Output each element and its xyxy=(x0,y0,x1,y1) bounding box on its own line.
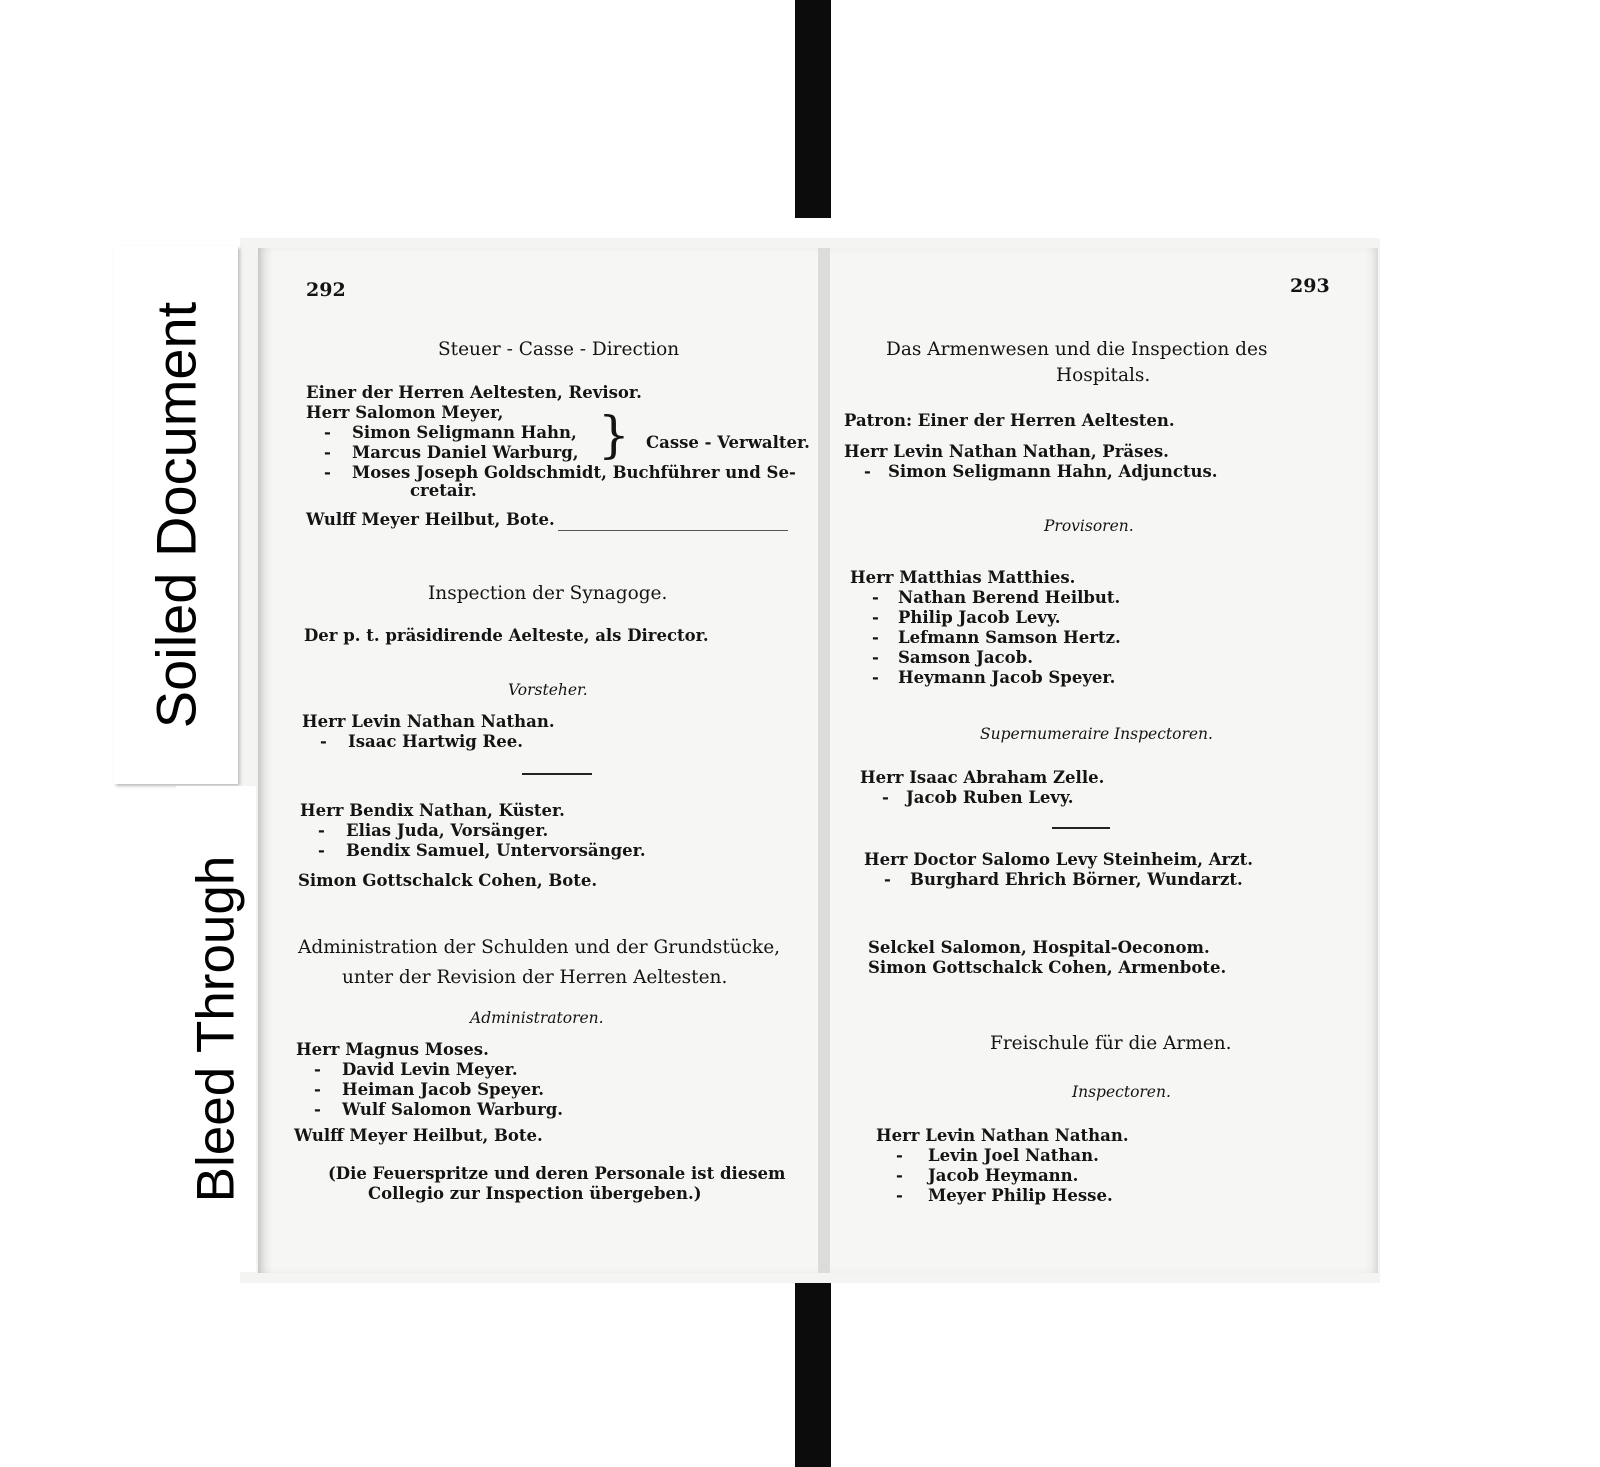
steuer-member: Moses Joseph Goldschmidt, Buchführer und Se- xyxy=(352,463,796,482)
steuer-bote: Wulff Meyer Heilbut, Bote. xyxy=(306,510,555,529)
dash: - xyxy=(318,821,325,840)
medical-item: Burghard Ehrich Börner, Wundarzt. xyxy=(910,870,1243,889)
provisor-item: Heymann Jacob Speyer. xyxy=(898,668,1116,687)
dash: - xyxy=(872,608,879,627)
vorsteher-heading: Vorsteher. xyxy=(508,681,588,699)
bleed-through-label-text: Bleed Through xyxy=(186,855,246,1203)
dash: - xyxy=(872,648,879,667)
dash: - xyxy=(882,788,889,807)
bleed-through-label xyxy=(176,786,256,1272)
page-number-left: 292 xyxy=(306,279,346,301)
provisoren-heading: Provisoren. xyxy=(1044,517,1134,535)
hospital-staff-item: Simon Gottschalck Cohen, Armenbote. xyxy=(868,958,1227,977)
dash: - xyxy=(896,1146,903,1165)
inspector-item: Herr Levin Nathan Nathan. xyxy=(876,1126,1129,1145)
armenwesen-subtitle: Hospitals. xyxy=(1056,365,1151,386)
steuer-member: Herr Salomon Meyer, xyxy=(306,403,504,422)
medical-item: Herr Doctor Salomo Levy Steinheim, Arzt. xyxy=(864,850,1253,869)
divider-line xyxy=(1052,827,1110,829)
armenwesen-title: Das Armenwesen und die Inspection des xyxy=(886,339,1268,360)
dash: - xyxy=(872,668,879,687)
dash: - xyxy=(324,463,331,482)
administration-subtitle: unter der Revision der Herren Aeltesten. xyxy=(342,967,728,988)
synagoge-title: Inspection der Synagoge. xyxy=(428,583,668,604)
page-number-right: 293 xyxy=(1290,275,1330,297)
dash: - xyxy=(896,1186,903,1205)
supernumeraire-item: Jacob Ruben Levy. xyxy=(906,788,1074,807)
inspector-item: Levin Joel Nathan. xyxy=(928,1146,1099,1165)
administrator-item: Heiman Jacob Speyer. xyxy=(342,1080,545,1099)
vorsteher-item: Herr Levin Nathan Nathan. xyxy=(302,712,555,731)
provisor-item: Nathan Berend Heilbut. xyxy=(898,588,1121,607)
inspectoren-heading: Inspectoren. xyxy=(1072,1083,1171,1101)
provisor-item: Philip Jacob Levy. xyxy=(898,608,1061,627)
dash: - xyxy=(872,588,879,607)
divider-line xyxy=(522,773,592,775)
provisor-item: Herr Matthias Matthies. xyxy=(850,568,1076,587)
dash: - xyxy=(896,1166,903,1185)
steuer-title: Steuer - Casse - Direction xyxy=(438,339,680,360)
steuer-member: Simon Seligmann Hahn, xyxy=(352,423,577,442)
dash: - xyxy=(314,1100,321,1119)
provisor-item: Lefmann Samson Hertz. xyxy=(898,628,1121,647)
dash: - xyxy=(324,443,331,462)
armenwesen-adjunctus: Simon Seligmann Hahn, Adjunctus. xyxy=(888,462,1218,481)
steuer-member-cont: cretair. xyxy=(410,481,477,500)
administration-note: (Die Feuerspritze und deren Personale ist diesem xyxy=(328,1164,786,1183)
synagoge-staff: Herr Bendix Nathan, Küster. xyxy=(300,801,565,820)
administrator-item: David Levin Meyer. xyxy=(342,1060,518,1079)
steuer-revisor: Einer der Herren Aeltesten, Revisor. xyxy=(306,383,642,402)
supernumeraire-heading: Supernumeraire Inspectoren. xyxy=(980,725,1213,743)
administrator-item: Wulf Salomon Warburg. xyxy=(342,1100,564,1119)
divider-line xyxy=(558,530,788,531)
hospital-staff-item: Selckel Salomon, Hospital-Oeconom. xyxy=(868,938,1210,957)
administration-bote: Wulff Meyer Heilbut, Bote. xyxy=(294,1126,543,1145)
left-page xyxy=(258,248,818,1273)
administratoren-heading: Administratoren. xyxy=(470,1009,604,1027)
dash: - xyxy=(320,732,327,751)
brace-glyph: } xyxy=(598,406,630,464)
dash: - xyxy=(314,1080,321,1099)
right-page xyxy=(830,248,1378,1273)
dash: - xyxy=(864,462,871,481)
dash: - xyxy=(872,628,879,647)
dash: - xyxy=(318,841,325,860)
synagoge-staff: Bendix Samuel, Untervorsänger. xyxy=(346,841,646,860)
armenwesen-patron: Patron: Einer der Herren Aeltesten. xyxy=(844,411,1175,430)
dash: - xyxy=(884,870,891,889)
book-spread xyxy=(240,238,1380,1283)
synagoge-director: Der p. t. präsidirende Aelteste, als Director. xyxy=(304,626,709,645)
steuer-group-role: Casse - Verwalter. xyxy=(646,433,810,452)
inspector-item: Jacob Heymann. xyxy=(928,1166,1079,1185)
administration-note: Collegio zur Inspection übergeben.) xyxy=(368,1184,702,1203)
administration-title: Administration der Schulden und der Grundstücke, xyxy=(298,937,781,958)
dash: - xyxy=(324,423,331,442)
dash: - xyxy=(314,1060,321,1079)
soiled-document-label-text: Soiled Document xyxy=(144,301,208,729)
synagoge-bote: Simon Gottschalck Cohen, Bote. xyxy=(298,871,598,890)
provisor-item: Samson Jacob. xyxy=(898,648,1033,667)
steuer-member: Marcus Daniel Warburg, xyxy=(352,443,579,462)
administrator-item: Herr Magnus Moses. xyxy=(296,1040,489,1059)
supernumeraire-item: Herr Isaac Abraham Zelle. xyxy=(860,768,1105,787)
armenwesen-praeses: Herr Levin Nathan Nathan, Präses. xyxy=(844,442,1169,461)
freischule-title: Freischule für die Armen. xyxy=(990,1033,1232,1054)
page-gutter xyxy=(818,248,830,1273)
synagoge-staff: Elias Juda, Vorsänger. xyxy=(346,821,549,840)
soiled-document-label xyxy=(114,246,238,784)
vorsteher-item: Isaac Hartwig Ree. xyxy=(348,732,523,751)
inspector-item: Meyer Philip Hesse. xyxy=(928,1186,1113,1205)
